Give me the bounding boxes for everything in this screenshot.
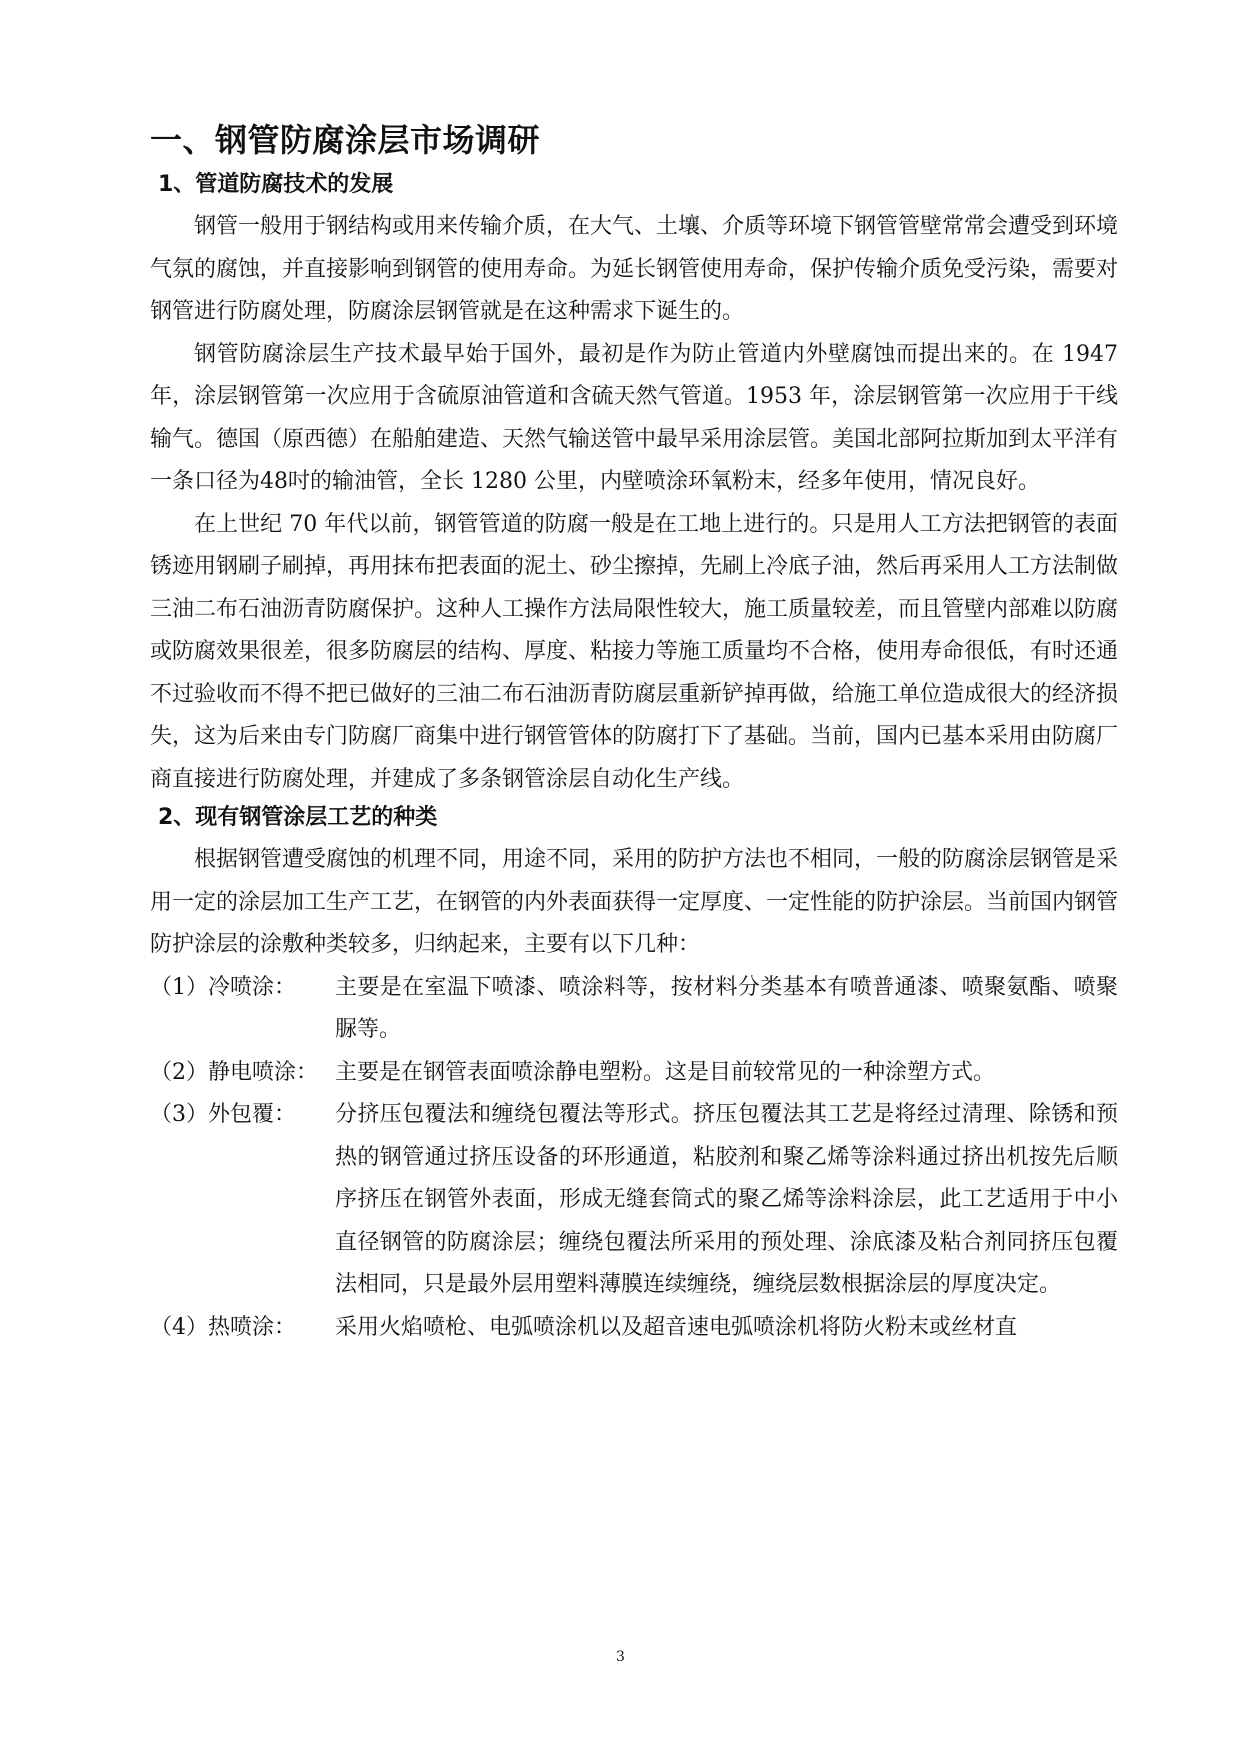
list-item-outer-coating (150, 1094, 1118, 1307)
paragraph-2: 钢管防腐涂层生产技术最早始于国外，最初是作为防止管道内外壁腐蚀而提出来的。在 1947 年，涂层钢管第一次应用于含硫原油管道和含硫天然气管道。1953 年，涂层钢管第一次应用于干线输气。德国（原西德）在船舶建造、天然气输送管中最早采用涂层管。美国北部阿拉斯加到太平洋有一条口径为48吋的输油管，全长 1280 公里，内壁喷涂环氧粉末，经多年使用，情况良好。 (150, 341, 1119, 494)
page-number: 3 (616, 1649, 625, 1665)
page-content (150, 118, 1118, 1349)
list-item-label: （2）静电喷涂： (150, 1059, 318, 1085)
paragraph-3: 在上世纪 70 年代以前，钢管管道的防腐一般是在工地上进行的。只是用人工方法把钢管的表面锈迹用钢刷子刷掉，再用抹布把表面的泥土、砂尘擦掉，先刷上冷底子油，然后再采用人工方法制做三油二布石油沥青防腐保护。这种人工操作方法局限性较大，施工质量较差，而且管壁内部难以防腐或防腐效果很差，很多防腐层的结构、厚度、粘接力等施工质量均不合格，使用寿命很低，有时还通不过验收而不得不把已做好的三油二布石油沥青防腐层重新铲掉再做，给施工单位造成很大的经济损失，这为后来由专门防腐厂商集中进行钢管管体的防腐打下了基础。当前，国内已基本采用由防腐厂商直接进行防腐处理，并建成了多条钢管涂层自动化生产线。 (150, 511, 1119, 792)
list-item-text: 主要是在钢管表面喷涂静电塑粉。这是目前较常见的一种涂塑方式。 (335, 1059, 996, 1085)
list-item-text: 采用火焰喷枪、电弧喷涂机以及超音速电弧喷涂机将防火粉末或丝材直 (335, 1314, 1018, 1340)
list-item-electrostatic-spray (150, 1052, 1118, 1095)
list-item-text: 分挤压包覆法和缠绕包覆法等形式。挤压包覆法其工艺是将经过清理、除锈和预热的钢管通过挤压设备的环形通道，粘胶剂和聚乙烯等涂料通过挤出机按先后顺序挤压在钢管外表面，形成无缝套筒式的聚乙烯等涂料涂层，此工艺适用于中小直径钢管的防腐涂层；缠绕包覆法所采用的预处理、涂底漆及粘合剂同挤压包覆法相同，只是最外层用塑料薄膜连续缠绕，缠绕层数根据涂层的厚度决定。 (335, 1102, 1118, 1297)
paragraph-4: 根据钢管遭受腐蚀的机理不同，用途不同，采用的防护方法也不相同，一般的防腐涂层钢管是采用一定的涂层加工生产工艺，在钢管的内外表面获得一定厚度、一定性能的防护涂层。当前国内钢管防护涂层的涂敷种类较多，归纳起来，主要有以下几种： (150, 847, 1119, 957)
list-item-thermal-spray (150, 1307, 1118, 1350)
list-item-text: 主要是在室温下喷漆、喷涂料等，按材料分类基本有喷普通漆、喷聚氨酯、喷聚脲等。 (335, 974, 1118, 1042)
paragraph-1: 钢管一般用于钢结构或用来传输介质，在大气、土壤、介质等环境下钢管管壁常常会遭受到环境气氛的腐蚀，并直接影响到钢管的使用寿命。为延长钢管使用寿命，保护传输介质免受污染，需要对钢管进行防腐处理，防腐涂层钢管就是在这种需求下诞生的。 (150, 214, 1119, 324)
section-heading-2: 2、现有钢管涂层工艺的种类 (158, 805, 438, 830)
list-item-cold-spray (150, 967, 1118, 1052)
section-heading-1: 1、管道防腐技术的发展 (158, 172, 394, 197)
list-item-label: （4）热喷涂： (150, 1314, 296, 1340)
document-title: 一、钢管防腐涂层市场调研 (150, 121, 541, 159)
list-item-label: （3）外包覆： (150, 1102, 296, 1127)
list-item-label: （1）冷喷涂： (150, 974, 296, 1000)
